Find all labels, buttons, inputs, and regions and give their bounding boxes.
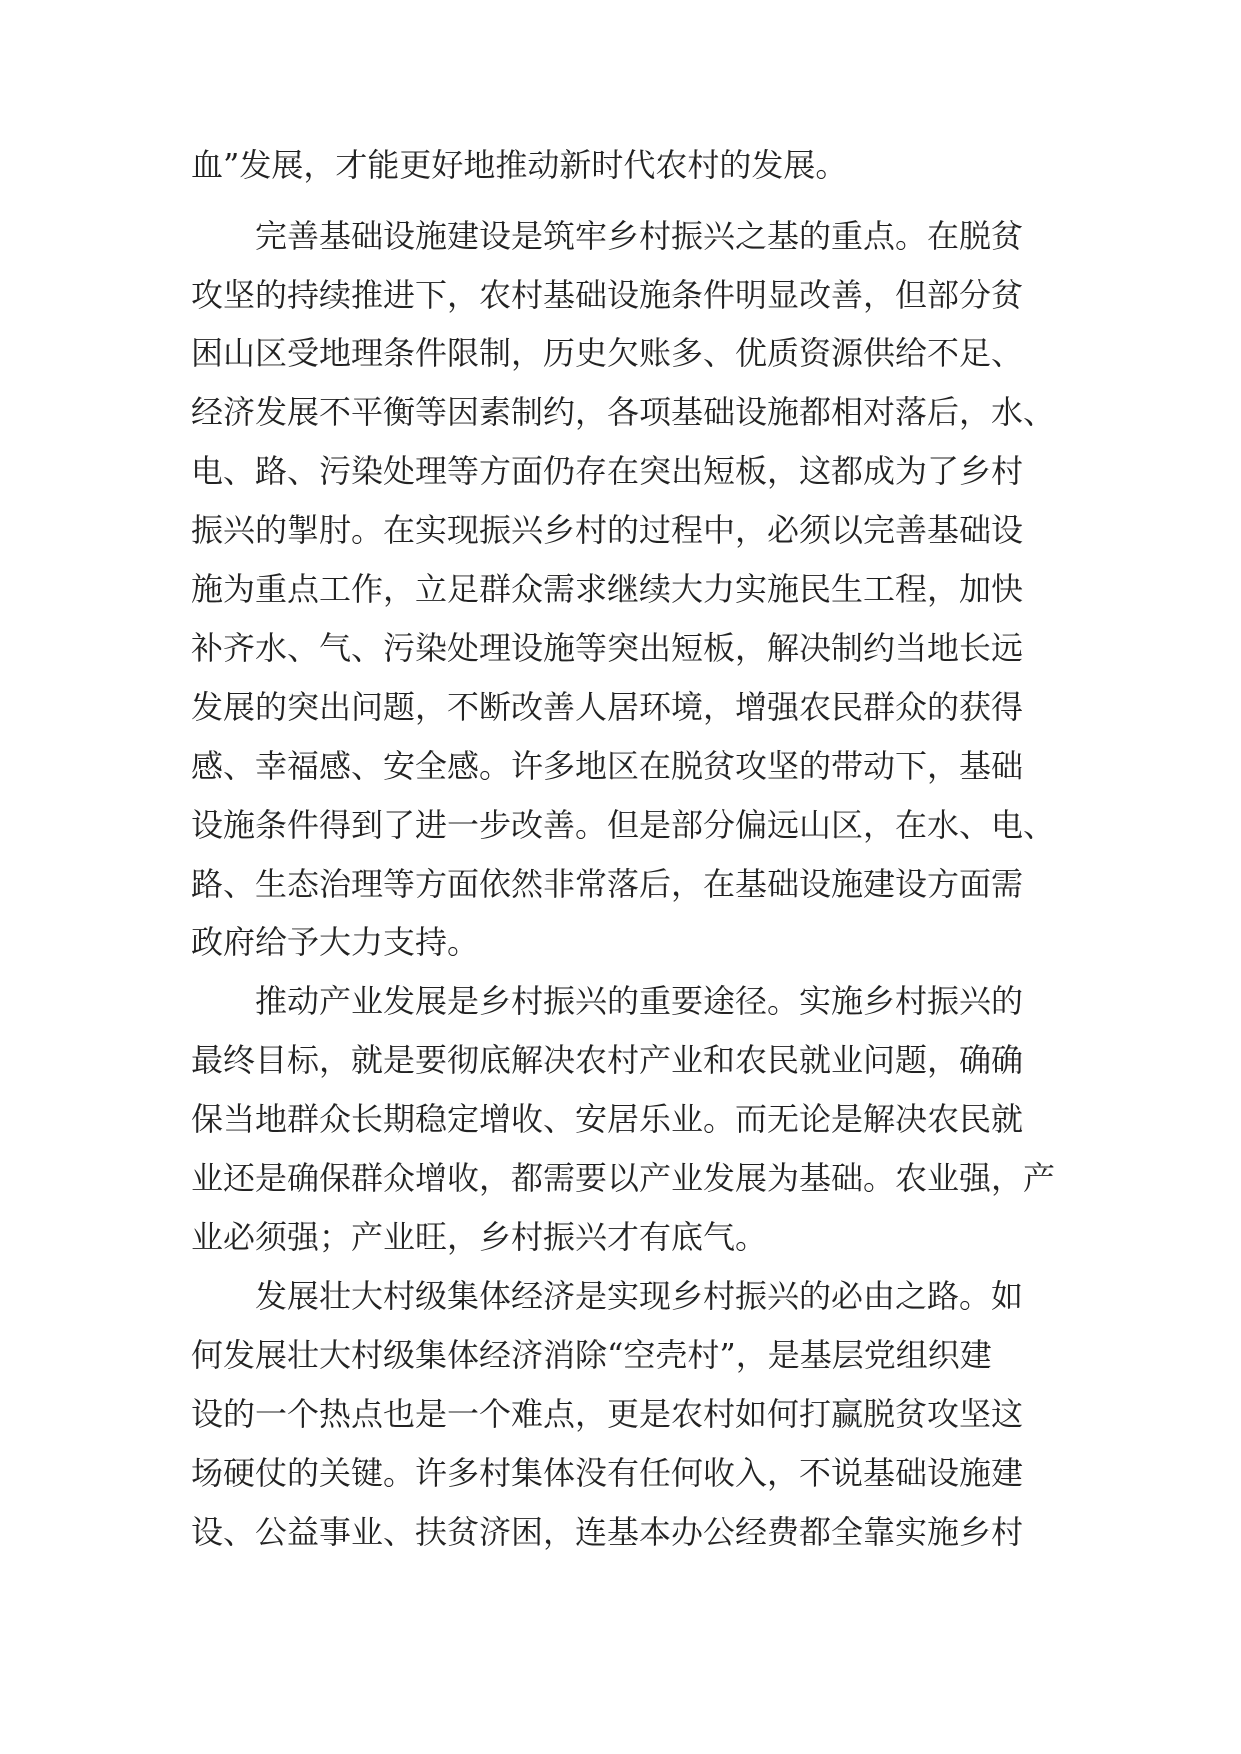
text-line-24: 设、公益事业、扶贫济困，连基本办公经费都全靠实施乡村 [191, 1513, 1024, 1551]
text-line-18: 业还是确保群众增收，都需要以产业发展为基础。农业强，产 [191, 1159, 1056, 1197]
text-line-21: 何发展壮大村级集体经济消除“空壳村”，是基层党组织建 [191, 1336, 992, 1374]
text-line-23: 场硬仗的关键。许多村集体没有任何收入，不说基础设施建 [191, 1454, 1024, 1492]
text-line-15: 推动产业发展是乡村振兴的重要途径。实施乡村振兴的 [191, 982, 1024, 1020]
text-line-8: 施为重点工作，立足群众需求继续大力实施民生工程，加快 [191, 570, 1024, 608]
text-line-2: 完善基础设施建设是筑牢乡村振兴之基的重点。在脱贫 [191, 217, 1024, 255]
text-line-17: 保当地群众长期稳定增收、安居乐业。而无论是解决农民就 [191, 1100, 1024, 1138]
text-line-20: 发展壮大村级集体经济是实现乡村振兴的必由之路。如 [191, 1277, 1024, 1315]
text-line-3: 攻坚的持续推进下，农村基础设施条件明显改善，但部分贫 [191, 276, 1024, 314]
text-line-14: 政府给予大力支持。 [191, 923, 480, 961]
text-line-19: 业必须强；产业旺，乡村振兴才有底气。 [191, 1218, 768, 1256]
text-line-11: 感、幸福感、安全感。许多地区在脱贫攻坚的带动下，基础 [191, 747, 1024, 785]
text-line-16: 最终目标，就是要彻底解决农村产业和农民就业问题，确确 [191, 1041, 1024, 1079]
text-line-6: 电、路、污染处理等方面仍存在突出短板，这都成为了乡村 [191, 452, 1024, 490]
text-line-12: 设施条件得到了进一步改善。但是部分偏远山区，在水、电、 [191, 806, 1056, 844]
text-line-9: 补齐水、气、污染处理设施等突出短板，解决制约当地长远 [191, 629, 1024, 667]
text-line-4: 困山区受地理条件限制，历史欠账多、优质资源供给不足、 [191, 334, 1024, 372]
text-line-1: 血”发展，才能更好地推动新时代农村的发展。 [191, 146, 848, 184]
text-line-5: 经济发展不平衡等因素制约，各项基础设施都相对落后，水、 [191, 393, 1056, 431]
text-line-10: 发展的突出问题，不断改善人居环境，增强农民群众的获得 [191, 688, 1024, 726]
text-line-13: 路、生态治理等方面依然非常落后，在基础设施建设方面需 [191, 865, 1024, 903]
text-line-22: 设的一个热点也是一个难点，更是农村如何打赢脱贫攻坚这 [191, 1395, 1024, 1433]
text-line-7: 振兴的掣肘。在实现振兴乡村的过程中，必须以完善基础设 [191, 511, 1024, 549]
